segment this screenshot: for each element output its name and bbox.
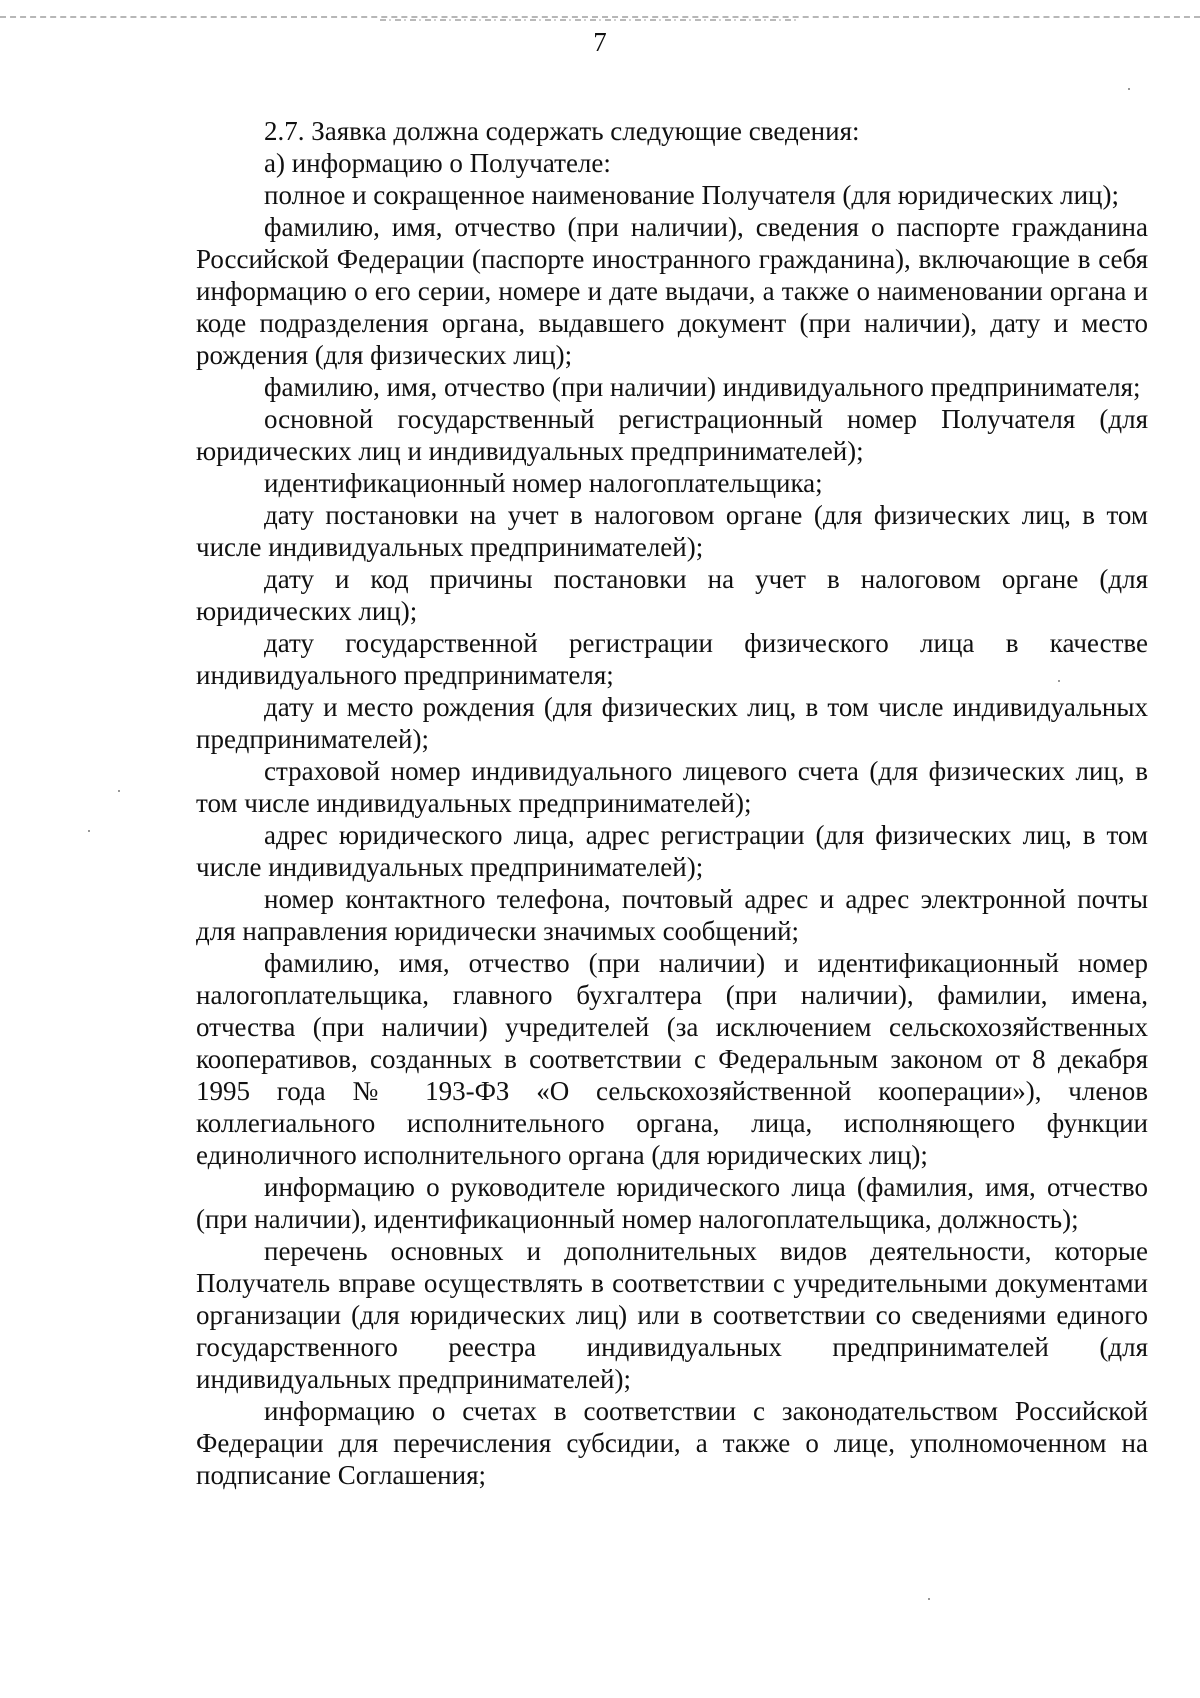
paragraph-state-registration: дату государственной регистрации физического лица в качестве индивидуального предпринимателя; <box>196 628 1148 690</box>
paragraph-accounts: информацию о счетах в соответствии с законодательством Российской Федерации для перечисления субсидии, а также о лице, уполномоченном на подписание Соглашения; <box>196 1396 1148 1490</box>
paragraph-passport: фамилию, имя, отчество (при наличии), сведения о паспорте гражданина Российской Федерации (паспорте иностранного гражданина), включающие в себя информацию о его серии, номере и дате выдачи, а также о наименовании органа и коде подразделения органа, выдавшего документ (при наличии), дату и место рождения (для физических лиц); <box>196 212 1148 370</box>
scan-speck <box>88 830 90 832</box>
paragraph-inn: идентификационный номер налогоплательщика; <box>264 468 823 498</box>
scan-speck <box>1058 680 1060 682</box>
paragraph-snils: страховой номер индивидуального лицевого счета (для физических лиц, в том числе индивидуальных предпринимателей); <box>196 756 1148 818</box>
paragraph-address: адрес юридического лица, адрес регистрации (для физических лиц, в том числе индивидуальных предпринимателей); <box>196 820 1148 882</box>
document-body <box>196 115 1148 1491</box>
paragraph-kpp: дату и код причины постановки на учет в налоговом органе (для юридических лиц); <box>196 564 1148 626</box>
scan-speck <box>928 1598 930 1600</box>
paragraph-activities: перечень основных и дополнительных видов деятельности, которые Получатель вправе осуществлять в соответствии с учредительными документами организации (для юридических лиц) или в соответствии со сведениями единого государственного реестра индивидуальных предпринимателей (для индивидуальных предпринимателей); <box>196 1236 1148 1394</box>
paragraph-tax-registration-date: дату постановки на учет в налоговом органе (для физических лиц, в том числе индивидуальных предпринимателей); <box>196 500 1148 562</box>
paragraph-ogrn: основной государственный регистрационный номер Получателя (для юридических лиц и индивидуальных предпринимателей); <box>196 404 1148 466</box>
scan-speck <box>1128 88 1130 90</box>
paragraph-head: информацию о руководителе юридического лица (фамилия, имя, отчество (при наличии), идентификационный номер налогоплательщика, должность); <box>196 1172 1148 1234</box>
paragraph-recipient-info: а) информацию о Получателе: <box>264 148 611 178</box>
scan-edge-artifact-detail <box>380 19 800 21</box>
paragraph-birth: дату и место рождения (для физических лиц, в том числе индивидуальных предпринимателей); <box>196 692 1148 754</box>
paragraph-full-name: полное и сокращенное наименование Получателя (для юридических лиц); <box>264 180 1119 210</box>
paragraph-founders: фамилию, имя, отчество (при наличии) и идентификационный номер налогоплательщика, главного бухгалтера (при наличии), фамилии, имена, отчества (при наличии) учредителей (за исключением сельскохозяйственных кооперативов, созданных в соответствии с Федеральным законом от 8 декабря 1995 года № 193-ФЗ «О сельскохозяйственной кооперации»), членов коллегиального исполнительного органа, лица, исполняющего функции единоличного исполнительного органа (для юридических лиц); <box>196 948 1148 1170</box>
paragraph-contacts: номер контактного телефона, почтовый адрес и адрес электронной почты для направления юридически значимых сообщений; <box>196 884 1148 946</box>
paragraph-2-7-heading: 2.7. Заявка должна содержать следующие сведения: <box>264 116 860 146</box>
page-number: 7 <box>593 27 607 57</box>
paragraph-entrepreneur-name: фамилию, имя, отчество (при наличии) индивидуального предпринимателя; <box>264 372 1141 402</box>
scan-speck <box>118 790 120 792</box>
